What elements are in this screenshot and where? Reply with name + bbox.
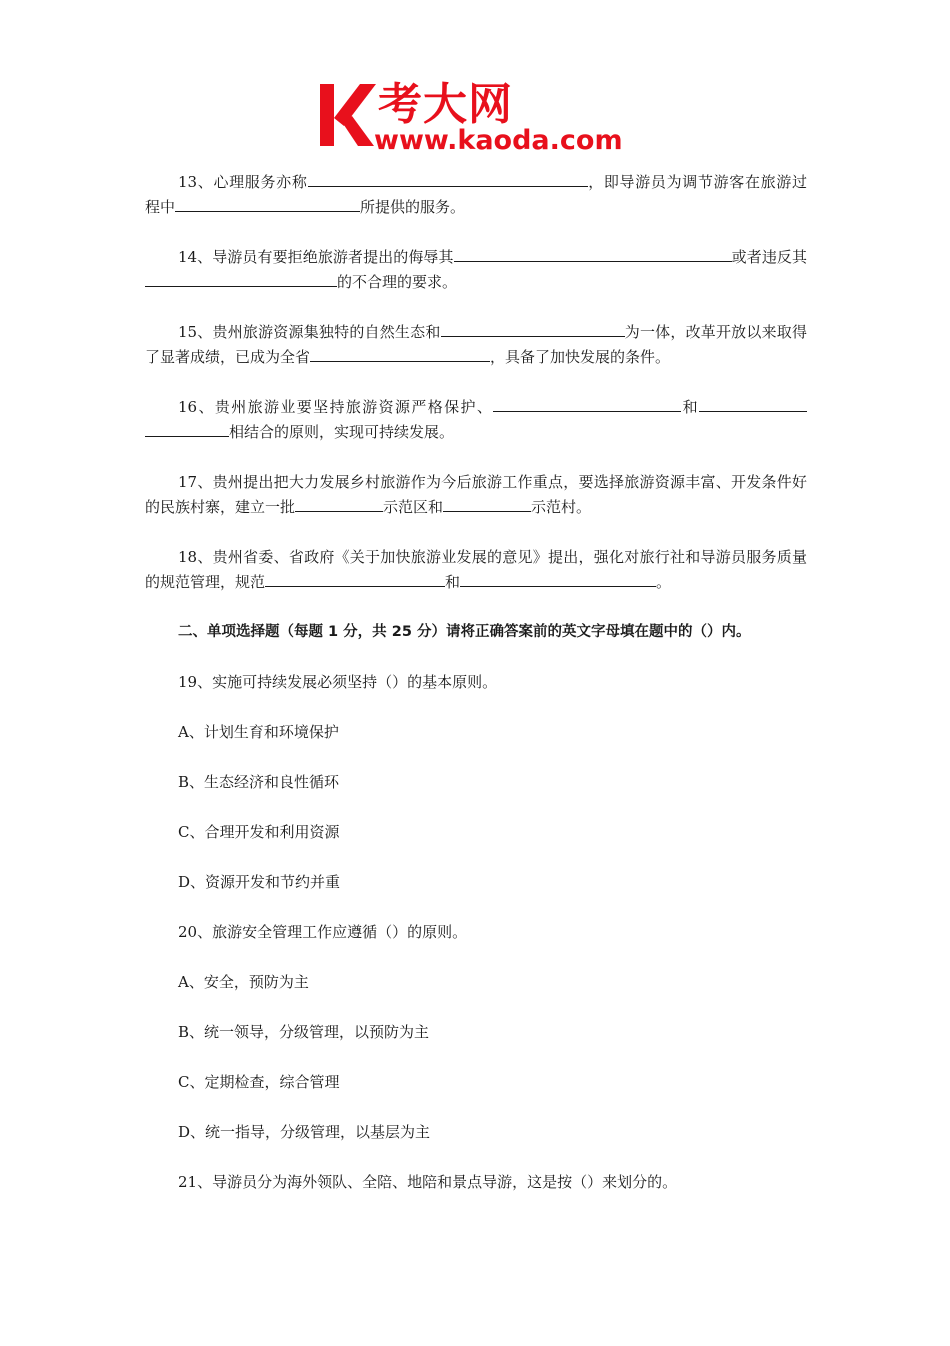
logo-url-text: www.kaoda.com — [374, 125, 623, 156]
question-19-option-d: D、资源开发和节约并重 — [178, 873, 341, 891]
answer-blank — [441, 320, 625, 337]
question-19-stem: 19、实施可持续发展必须坚持（）的基本原则。 — [178, 673, 498, 691]
question-20-option-c: C、定期检查，综合管理 — [178, 1073, 340, 1091]
question-20-option-d: D、统一指导，分级管理，以基层为主 — [178, 1123, 431, 1141]
answer-blank — [460, 570, 656, 587]
question-17: 17、贵州提出把大力发展乡村旅游作为今后旅游工作重点，要选择旅游资源丰富、开发条件好的民族村寨，建立一批 示范区和 示范村。 — [145, 473, 807, 516]
answer-blank — [175, 195, 360, 212]
question-15: 15、贵州旅游资源集独特的自然生态和 为一体，改革开放以来取得了显著成绩，已成为全省 ，具备了加快发展的条件。 — [145, 320, 807, 370]
question-18: 18、贵州省委、省政府《关于加快旅游业发展的意见》提出，强化对旅行社和导游员服务质量的规范管理，规范 和 。 — [145, 548, 807, 591]
question-19-option-b: B、生态经济和良性循环 — [178, 773, 340, 791]
question-21-stem: 21、导游员分为海外领队、全陪、地陪和景点导游，这是按（）来划分的。 — [178, 1173, 678, 1191]
answer-blank — [493, 395, 681, 412]
answer-blank — [145, 270, 337, 287]
question-20-stem: 20、旅游安全管理工作应遵循（）的原则。 — [178, 923, 468, 941]
question-14: 14、导游员有要拒绝旅游者提出的侮辱其 或者违反其的不合理的要求。 — [145, 245, 807, 295]
question-13: 13、心理服务亦称 ，即导游员为调节游客在旅游过程中 所提供的服务。 — [145, 170, 807, 220]
answer-blank — [454, 245, 732, 262]
section-2-heading: 二、单项选择题（每题 1 分，共 25 分）请将正确答案前的英文字母填在题中的（）内。 — [178, 624, 751, 640]
answer-blank — [443, 495, 531, 512]
question-16: 16、贵州旅游业要坚持旅游资源严格保护、 和相结合的原则，实现可持续发展。 — [145, 395, 807, 445]
question-19-option-a: A、计划生育和环境保护 — [178, 723, 339, 741]
question-20-option-a: A、安全，预防为主 — [178, 973, 309, 991]
document-body — [145, 170, 807, 1220]
answer-blank — [265, 570, 445, 587]
answer-blank — [310, 345, 490, 362]
question-19-option-c: C、合理开发和利用资源 — [178, 823, 340, 841]
answer-blank — [145, 420, 229, 437]
answer-blank — [295, 495, 383, 512]
question-20-option-b: B、统一领导，分级管理，以预防为主 — [178, 1023, 430, 1041]
answer-blank — [308, 170, 588, 187]
k-logo-icon — [316, 82, 376, 148]
answer-blank — [699, 395, 807, 412]
kaoda-logo — [316, 80, 641, 160]
logo-chinese-text: 考大网 — [378, 79, 513, 130]
